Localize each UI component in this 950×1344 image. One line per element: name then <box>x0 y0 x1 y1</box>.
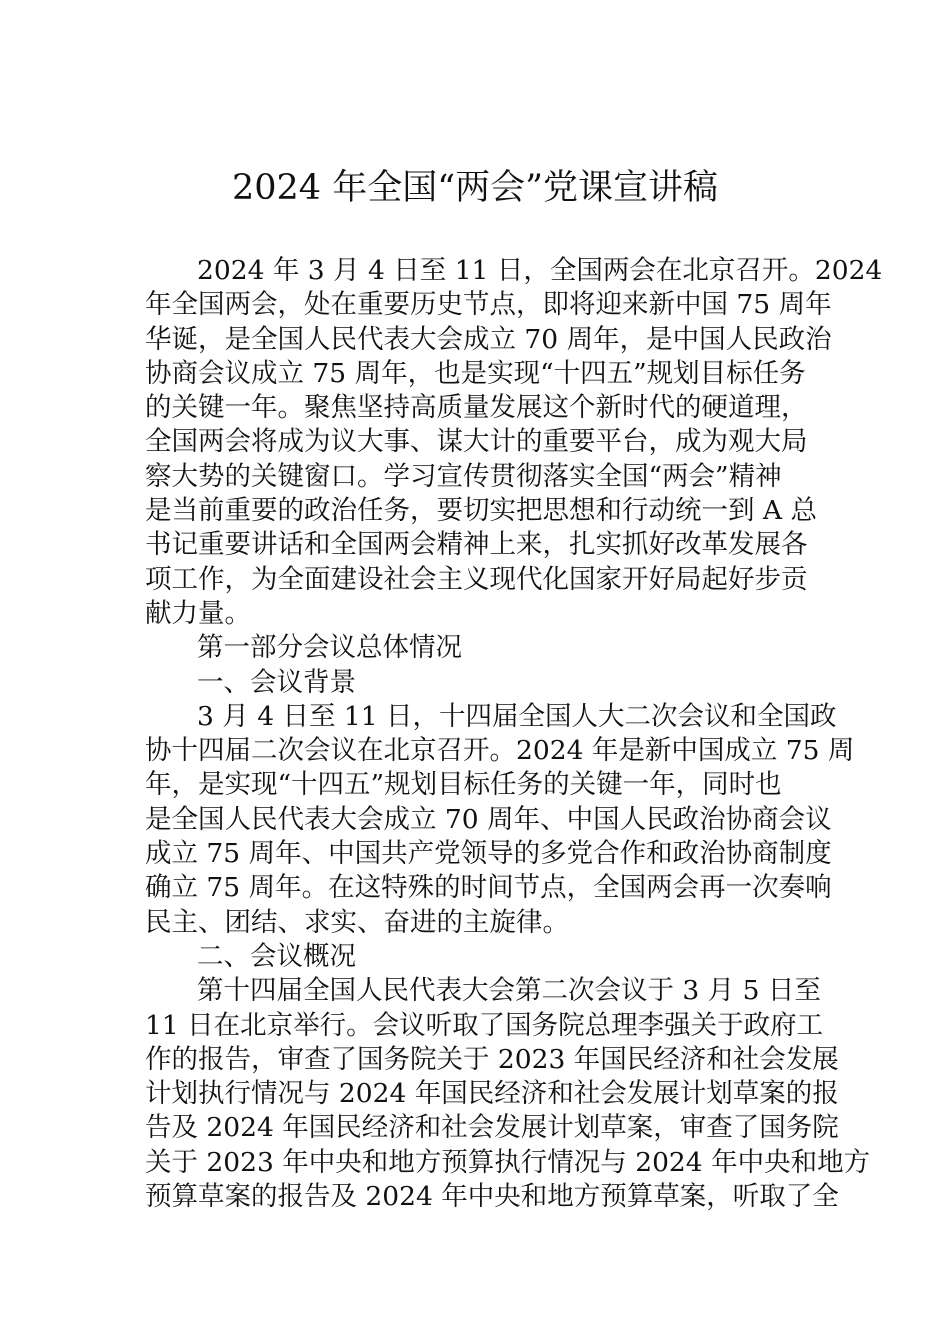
body-line: 成立 75 周年、中国共产党领导的多党合作和政治协商制度 <box>145 838 832 870</box>
body-line: 一、会议背景 <box>197 666 356 698</box>
body-line: 项工作，为全面建设社会主义现代化国家开好局起好步贡 <box>145 563 808 595</box>
body-line: 2024 年 3 月 4 日至 11 日，全国两会在北京召开。2024 <box>197 255 883 286</box>
body-line: 年，是实现“十四五”规划目标任务的关键一年，同时也 <box>145 769 782 801</box>
body-line: 11 日在北京举行。会议听取了国务院总理李强关于政府工 <box>145 1009 824 1041</box>
body-line: 关于 2023 年中央和地方预算执行情况与 2024 年中央和地方 <box>145 1146 871 1178</box>
body-line: 协十四届二次会议在北京召开。2024 年是新中国成立 75 周 <box>145 735 855 767</box>
body-line: 的关键一年。聚焦坚持高质量发展这个新时代的硬道理， <box>145 392 808 424</box>
body-line: 作的报告，审查了国务院关于 2023 年国民经济和社会发展 <box>145 1043 839 1075</box>
body-line: 是当前重要的政治任务，要切实把思想和行动统一到 A 总 <box>145 495 817 527</box>
body-line: 华诞，是全国人民代表大会成立 70 周年，是中国人民政治 <box>145 323 832 355</box>
body-line: 计划执行情况与 2024 年国民经济和社会发展计划草案的报 <box>145 1078 839 1110</box>
body-line: 预算草案的报告及 2024 年中央和地方预算草案，听取了全 <box>145 1181 839 1213</box>
body-line: 书记重要讲话和全国两会精神上来，扎实抓好改革发展各 <box>145 529 808 561</box>
body-line: 全国两会将成为议大事、谋大计的重要平台，成为观大局 <box>145 426 808 458</box>
body-line: 第一部分会议总体情况 <box>197 632 462 664</box>
body-line: 献力量。 <box>145 597 251 629</box>
body-line: 察大势的关键窗口。学习宣传贯彻落实全国“两会”精神 <box>145 460 782 492</box>
document-title: 2024 年全国“两会”党课宣讲稿 <box>232 168 718 208</box>
body-line: 年全国两会，处在重要历史节点，即将迎来新中国 75 周年 <box>145 289 832 321</box>
document-body <box>145 254 883 1214</box>
body-line: 协商会议成立 75 周年，也是实现“十四五”规划目标任务 <box>145 357 806 389</box>
body-line: 二、会议概况 <box>197 940 356 972</box>
body-line: 3 月 4 日至 11 日，十四届全国人大二次会议和全国政 <box>197 700 837 732</box>
body-line: 第十四届全国人民代表大会第二次会议于 3 月 5 日至 <box>197 975 821 1007</box>
body-line: 确立 75 周年。在这特殊的时间节点，全国两会再一次奏响 <box>145 872 832 904</box>
body-line: 告及 2024 年国民经济和社会发展计划草案，审查了国务院 <box>145 1112 839 1144</box>
body-line: 是全国人民代表大会成立 70 周年、中国人民政治协商会议 <box>145 803 832 835</box>
body-line: 民主、团结、求实、奋进的主旋律。 <box>145 906 569 938</box>
